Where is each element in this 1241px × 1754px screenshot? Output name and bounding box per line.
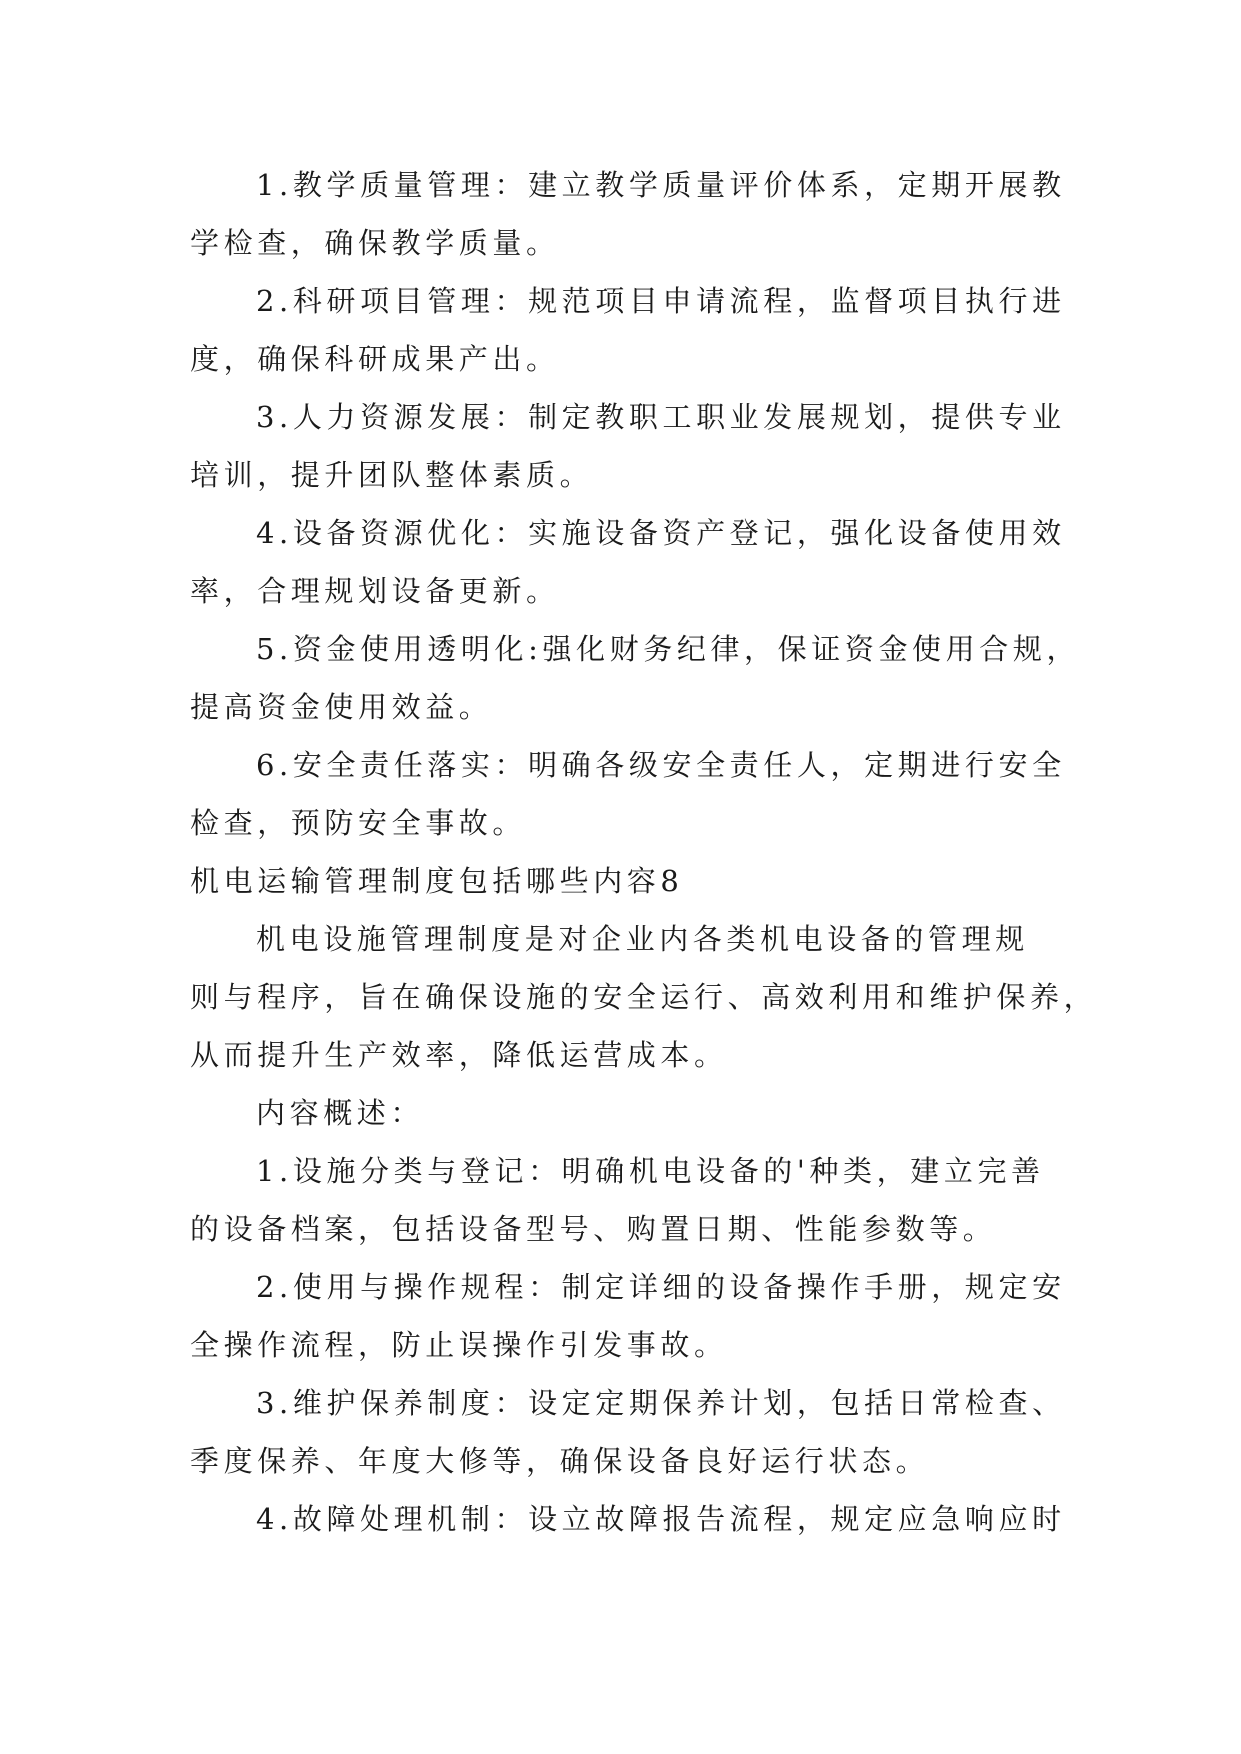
overview-label-text: 内容概述： bbox=[256, 1096, 425, 1130]
paragraph-line: 则与程序，旨在确保设施的安全运行、高效利用和维护保养， bbox=[190, 980, 1098, 1014]
list-item-line: 4.故障处理机制：设立故障报告流程，规定应急响应时 bbox=[256, 1502, 1066, 1536]
list-item-line: 5.资金使用透明化:强化财务纪律，保证资金使用合规， bbox=[256, 632, 1081, 666]
list-item-line: 1.设施分类与登记：明确机电设备的'种类，建立完善 bbox=[256, 1154, 1045, 1188]
list-item bbox=[190, 1374, 1066, 1490]
list-item-line: 检查，预防安全事故。 bbox=[190, 806, 527, 840]
section-heading-text: 机电运输管理制度包括哪些内容8 bbox=[190, 864, 684, 898]
list-item-line: 度，确保科研成果产出。 bbox=[190, 342, 560, 376]
list-item-line: 的设备档案，包括设备型号、购置日期、性能参数等。 bbox=[190, 1212, 997, 1246]
list-item bbox=[190, 1490, 1066, 1548]
list-item-line: 提高资金使用效益。 bbox=[190, 690, 493, 724]
list-item-line: 3.人力资源发展：制定教职工职业发展规划，提供专业 bbox=[256, 400, 1066, 434]
list-item bbox=[190, 1142, 1050, 1258]
list-item bbox=[190, 620, 1081, 736]
list-item-line: 培训，提升团队整体素质。 bbox=[190, 458, 594, 492]
list-item-line: 全操作流程，防止误操作引发事故。 bbox=[190, 1328, 728, 1362]
list-item-line: 3.维护保养制度：设定定期保养计划，包括日常检查、 bbox=[256, 1386, 1066, 1420]
paragraph-line: 从而提升生产效率，降低运营成本。 bbox=[190, 1038, 728, 1072]
document-body bbox=[190, 156, 1098, 1548]
list-item-line: 1.教学质量管理：建立教学质量评价体系，定期开展教 bbox=[256, 168, 1066, 202]
list-item bbox=[190, 736, 1066, 852]
section-heading bbox=[190, 852, 1050, 910]
intro-paragraph bbox=[190, 910, 1098, 1084]
list-item-line: 2.科研项目管理：规范项目申请流程，监督项目执行进 bbox=[256, 284, 1066, 318]
overview-label bbox=[190, 1084, 1050, 1142]
list-item-line: 率，合理规划设备更新。 bbox=[190, 574, 560, 608]
list-item-line: 6.安全责任落实：明确各级安全责任人，定期进行安全 bbox=[256, 748, 1066, 782]
list-item bbox=[190, 272, 1066, 388]
list-item bbox=[190, 156, 1066, 272]
list-item-line: 4.设备资源优化：实施设备资产登记，强化设备使用效 bbox=[256, 516, 1066, 550]
list-item bbox=[190, 388, 1066, 504]
list-item-line: 学检查，确保教学质量。 bbox=[190, 226, 560, 260]
list-item bbox=[190, 1258, 1066, 1374]
list-item-line: 2.使用与操作规程：制定详细的设备操作手册，规定安 bbox=[256, 1270, 1066, 1304]
list-item bbox=[190, 504, 1066, 620]
paragraph-line: 机电设施管理制度是对企业内各类机电设备的管理规 bbox=[256, 922, 1029, 956]
list-item-line: 季度保养、年度大修等，确保设备良好运行状态。 bbox=[190, 1444, 930, 1478]
